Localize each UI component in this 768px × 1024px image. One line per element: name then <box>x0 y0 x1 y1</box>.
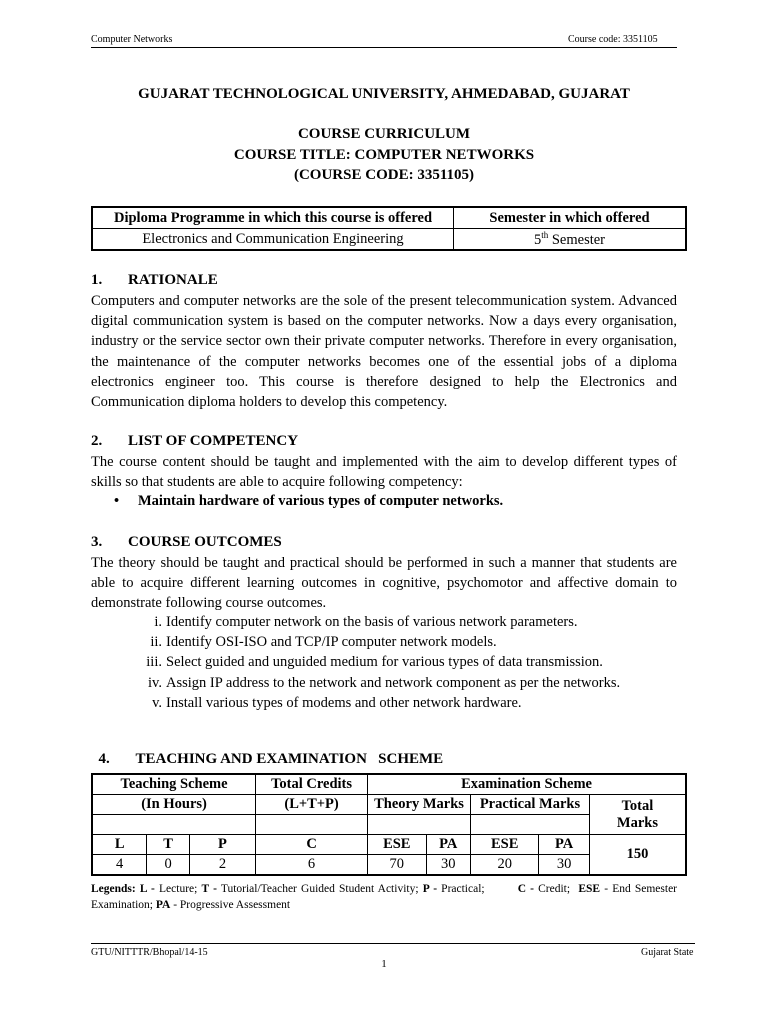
section-number: 2. <box>91 433 103 449</box>
header-course-code: Course code: 3351105 <box>568 34 658 45</box>
value-T: 0 <box>147 855 190 876</box>
total-marks-header <box>589 795 686 835</box>
in-hours-header: (In Hours) <box>92 795 256 815</box>
value-ESE-practical: 20 <box>471 855 539 876</box>
course-code-title: (COURSE CODE: 3351105) <box>293 167 474 183</box>
outcome-number: ii. <box>150 634 162 651</box>
legend-key: C - <box>517 883 534 895</box>
value-L: 4 <box>92 855 147 876</box>
outcomes-list <box>130 612 620 713</box>
programme-name: Electronics and Communication Engineering <box>92 229 454 251</box>
col-ESE-practical: ESE <box>471 835 539 855</box>
section-rationale-heading <box>91 272 218 289</box>
col-PA-practical: PA <box>539 835 590 855</box>
curriculum-title: COURSE CURRICULUM <box>297 126 471 142</box>
course-title: COURSE TITLE: COMPUTER NETWORKS <box>233 147 535 163</box>
competency-item <box>114 493 503 510</box>
legend-desc: Practical; <box>437 883 518 895</box>
total-marks-value: 150 <box>589 835 686 876</box>
col-T: T <box>147 835 190 855</box>
outcome-text: Install various types of modems and other network hardware. <box>166 694 522 711</box>
section-number: 1. <box>91 272 103 288</box>
spacer-cell <box>471 815 590 835</box>
total-credits-header: Total Credits <box>256 774 368 795</box>
page-number: 1 <box>381 958 387 970</box>
section-number: 3. <box>91 534 103 550</box>
list-item <box>130 693 620 713</box>
spacer-cell <box>92 815 256 835</box>
footer-right: Gujarat State <box>641 947 694 958</box>
teaching-exam-table <box>91 773 687 876</box>
outcome-number: iii. <box>146 654 162 671</box>
competency-intro: The course content should be taught and implemented with the aim to develop different types of skills so that students are able to acquire following competency: <box>91 454 677 491</box>
header-course-name: Computer Networks <box>91 34 173 45</box>
legend-desc: Tutorial/Teacher Guided Student Activity; <box>216 883 423 895</box>
legend-label: Legends: <box>91 883 136 895</box>
col-L: L <box>92 835 147 855</box>
semester-word: Semester <box>548 231 606 248</box>
outcome-number: iv. <box>148 674 162 691</box>
section-title: RATIONALE <box>128 272 218 288</box>
university-title: GUJARAT TECHNOLOGICAL UNIVERSITY, AHMEDABAD, GUJARAT <box>138 86 630 102</box>
list-item <box>130 673 620 693</box>
legend-desc: Lecture; <box>154 883 202 895</box>
bullet-icon: • <box>114 493 120 509</box>
theory-marks-header: Theory Marks <box>368 795 471 815</box>
semester-suffix: th <box>541 229 549 240</box>
legend-key: T - <box>201 883 217 895</box>
section-competency-heading <box>91 433 298 450</box>
competency-text: Maintain hardware of various types of computer networks. <box>138 493 504 509</box>
list-item <box>130 632 620 652</box>
footer-left: GTU/NITTTR/Bhopal/14-15 <box>91 947 208 958</box>
examination-scheme-header: Examination Scheme <box>368 774 686 795</box>
section-title: TEACHING AND EXAMINATION SCHEME <box>135 751 444 767</box>
practical-marks-header: Practical Marks <box>471 795 590 815</box>
outcome-text: Select guided and unguided medium for various types of data transmission. <box>166 654 603 671</box>
spacer-cell <box>368 815 471 835</box>
list-item <box>130 652 620 672</box>
outcomes-intro: The theory should be taught and practical should be performed in such a manner that students are able to acquire different learning outcomes in cognitive, psychomotor and affective domain to demonstrate following course outcomes. <box>91 555 677 612</box>
footer-rule <box>91 943 695 944</box>
programme-table <box>91 206 687 251</box>
value-PA-theory: 30 <box>426 855 471 876</box>
value-ESE-theory: 70 <box>368 855 426 876</box>
col-P: P <box>189 835 255 855</box>
semester-number: 5 <box>533 231 542 248</box>
legend-key: L - <box>139 883 155 895</box>
value-PA-practical: 30 <box>539 855 590 876</box>
outcome-text: Identify computer network on the basis of various network parameters. <box>166 614 578 630</box>
header-rule <box>91 47 677 48</box>
outcome-number: i. <box>154 614 162 630</box>
section-number: 4. <box>98 751 110 767</box>
col-ESE-theory: ESE <box>368 835 426 855</box>
col-C: C <box>256 835 368 855</box>
section-title: LIST OF COMPETENCY <box>128 433 299 449</box>
total-label: Total <box>621 797 654 814</box>
col-PA-theory: PA <box>426 835 471 855</box>
programme-col-header: Diploma Programme in which this course is offered <box>92 207 454 229</box>
legend-key: ESE <box>578 883 601 895</box>
outcome-text: Assign IP address to the network and network component as per the networks. <box>166 674 621 691</box>
semester-value <box>454 229 687 251</box>
section-scheme-heading <box>91 734 443 768</box>
legend-key: P - <box>422 883 438 895</box>
semester-col-header: Semester in which offered <box>454 207 687 229</box>
section-outcomes-heading <box>91 534 282 551</box>
legend <box>91 881 680 913</box>
legend-key: PA <box>155 899 171 911</box>
outcome-text: Identify OSI-ISO and TCP/IP computer network models. <box>166 634 497 651</box>
list-item <box>130 612 620 632</box>
value-P: 2 <box>189 855 255 876</box>
rationale-text: Computers and computer networks are the sole of the present telecommunication system. Advanced digital communication system is based on the computer networks. Now a days every organisation, industry or the service sector own their private computer networks. Therefore in every organisation, the maintenance of the computer networks becomes one of the essential jobs of a diploma electronics engineer too. This course is therefore designed to help the Electronics and Communication diploma holders to develop this competency. <box>91 293 677 411</box>
value-C: 6 <box>256 855 368 876</box>
section-title: COURSE OUTCOMES <box>128 534 282 550</box>
outcome-number: v. <box>152 694 162 711</box>
ltp-header: (L+T+P) <box>256 795 368 815</box>
legend-desc: - End Semester Examination; <box>91 883 680 911</box>
legend-desc: Credit; <box>533 883 579 895</box>
spacer-cell <box>256 815 368 835</box>
legend-desc: - Progressive Assessment <box>170 899 291 911</box>
teaching-scheme-header: Teaching Scheme <box>92 774 256 795</box>
marks-label: Marks <box>616 814 658 831</box>
